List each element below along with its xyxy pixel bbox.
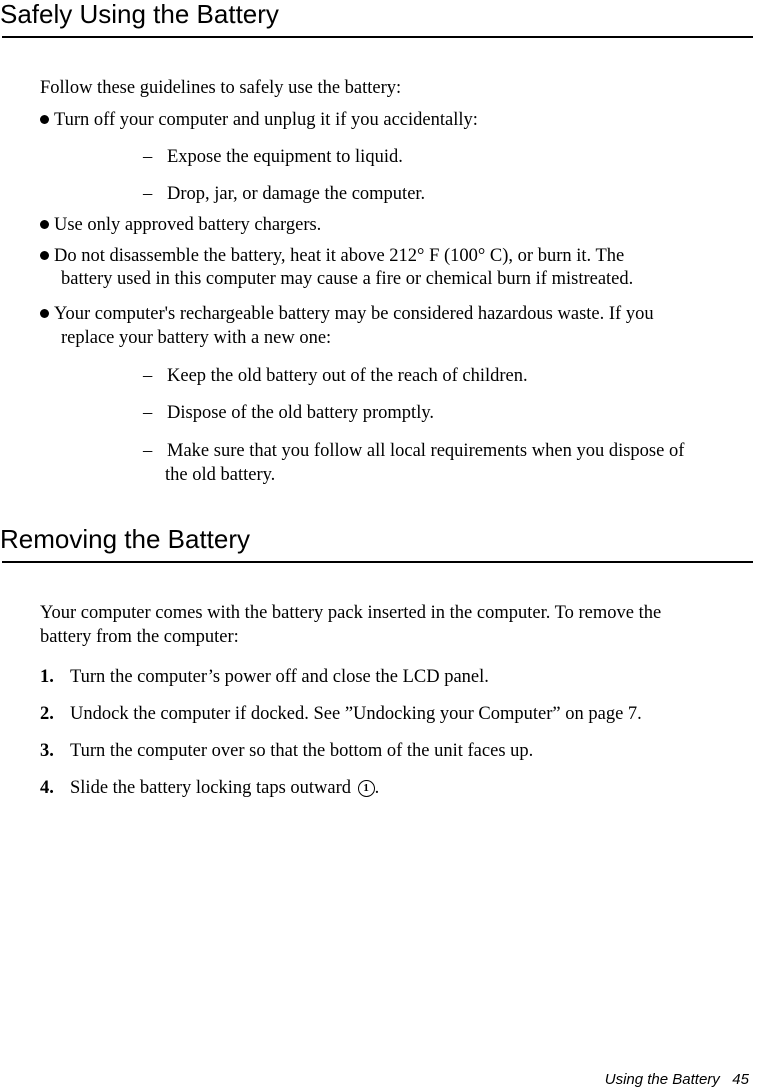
sub-item-text: Expose the equipment to liquid. bbox=[167, 147, 403, 167]
bullet-icon bbox=[40, 309, 49, 318]
intro-paragraph: Follow these guidelines to safely use the battery: bbox=[40, 78, 402, 98]
bullet-icon bbox=[40, 115, 49, 124]
step-number: 2. bbox=[40, 704, 54, 724]
bullet-item-disassemble bbox=[40, 244, 624, 269]
heading-rule bbox=[2, 561, 753, 563]
bullet-text: Your computer's rechargeable battery may be considered hazardous waste. If you bbox=[54, 304, 654, 324]
bullet-item-turn-off bbox=[40, 108, 478, 133]
step-text bbox=[70, 776, 379, 801]
removal-intro-continuation: battery from the computer: bbox=[40, 627, 239, 647]
dash-icon: – bbox=[143, 441, 153, 461]
step-number: 1. bbox=[40, 667, 54, 687]
bullet-text: Do not disassemble the battery, heat it above 212° F (100° C), or burn it. The bbox=[54, 246, 625, 266]
heading-rule bbox=[2, 36, 753, 38]
dash-icon: – bbox=[143, 366, 153, 386]
sub-item-text: Drop, jar, or damage the computer. bbox=[167, 184, 426, 204]
step-text-main: Slide the battery locking taps outward bbox=[70, 778, 352, 798]
sub-item-text: Keep the old battery out of the reach of children. bbox=[167, 366, 528, 386]
step-text: Turn the computer’s power off and close the LCD panel. bbox=[70, 667, 489, 687]
step-number: 4. bbox=[40, 778, 54, 798]
sub-item-text: Make sure that you follow all local requirements when you dispose of bbox=[167, 441, 685, 461]
section-title-safely-using-battery: Safely Using the Battery bbox=[0, 0, 279, 29]
dash-icon: – bbox=[143, 147, 153, 167]
dash-icon: – bbox=[143, 184, 153, 204]
step-number: 3. bbox=[40, 741, 54, 761]
circled-number-marker: 1 bbox=[358, 780, 375, 797]
page-footer: Using the Battery 45 bbox=[604, 1071, 749, 1088]
bullet-icon bbox=[40, 220, 49, 229]
bullet-text: Turn off your computer and unplug it if you accidentally: bbox=[54, 110, 478, 130]
sub-item-drop bbox=[143, 182, 425, 207]
sub-item-local-requirements bbox=[143, 439, 684, 464]
bullet-continuation: battery used in this computer may cause a fire or chemical burn if mistreated. bbox=[61, 269, 634, 289]
step-text: Undock the computer if docked. See ”Undocking your Computer” on page 7. bbox=[70, 704, 642, 724]
sub-item-children bbox=[143, 364, 528, 389]
step-text-end: . bbox=[374, 778, 380, 798]
removal-intro: Your computer comes with the battery pack inserted in the computer. To remove the bbox=[40, 603, 662, 623]
dash-icon: – bbox=[143, 403, 153, 423]
bullet-continuation: replace your battery with a new one: bbox=[61, 328, 332, 348]
sub-item-continuation: the old battery. bbox=[165, 465, 276, 485]
bullet-text: Use only approved battery chargers. bbox=[54, 215, 322, 235]
bullet-icon bbox=[40, 251, 49, 260]
sub-item-text: Dispose of the old battery promptly. bbox=[167, 403, 435, 423]
section-title-removing-battery: Removing the Battery bbox=[0, 524, 251, 554]
bullet-item-hazardous bbox=[40, 302, 654, 327]
sub-item-dispose bbox=[143, 401, 434, 426]
bullet-item-chargers bbox=[40, 213, 321, 238]
step-text: Turn the computer over so that the bottom of the unit faces up. bbox=[70, 741, 534, 761]
sub-item-liquid bbox=[143, 145, 403, 170]
